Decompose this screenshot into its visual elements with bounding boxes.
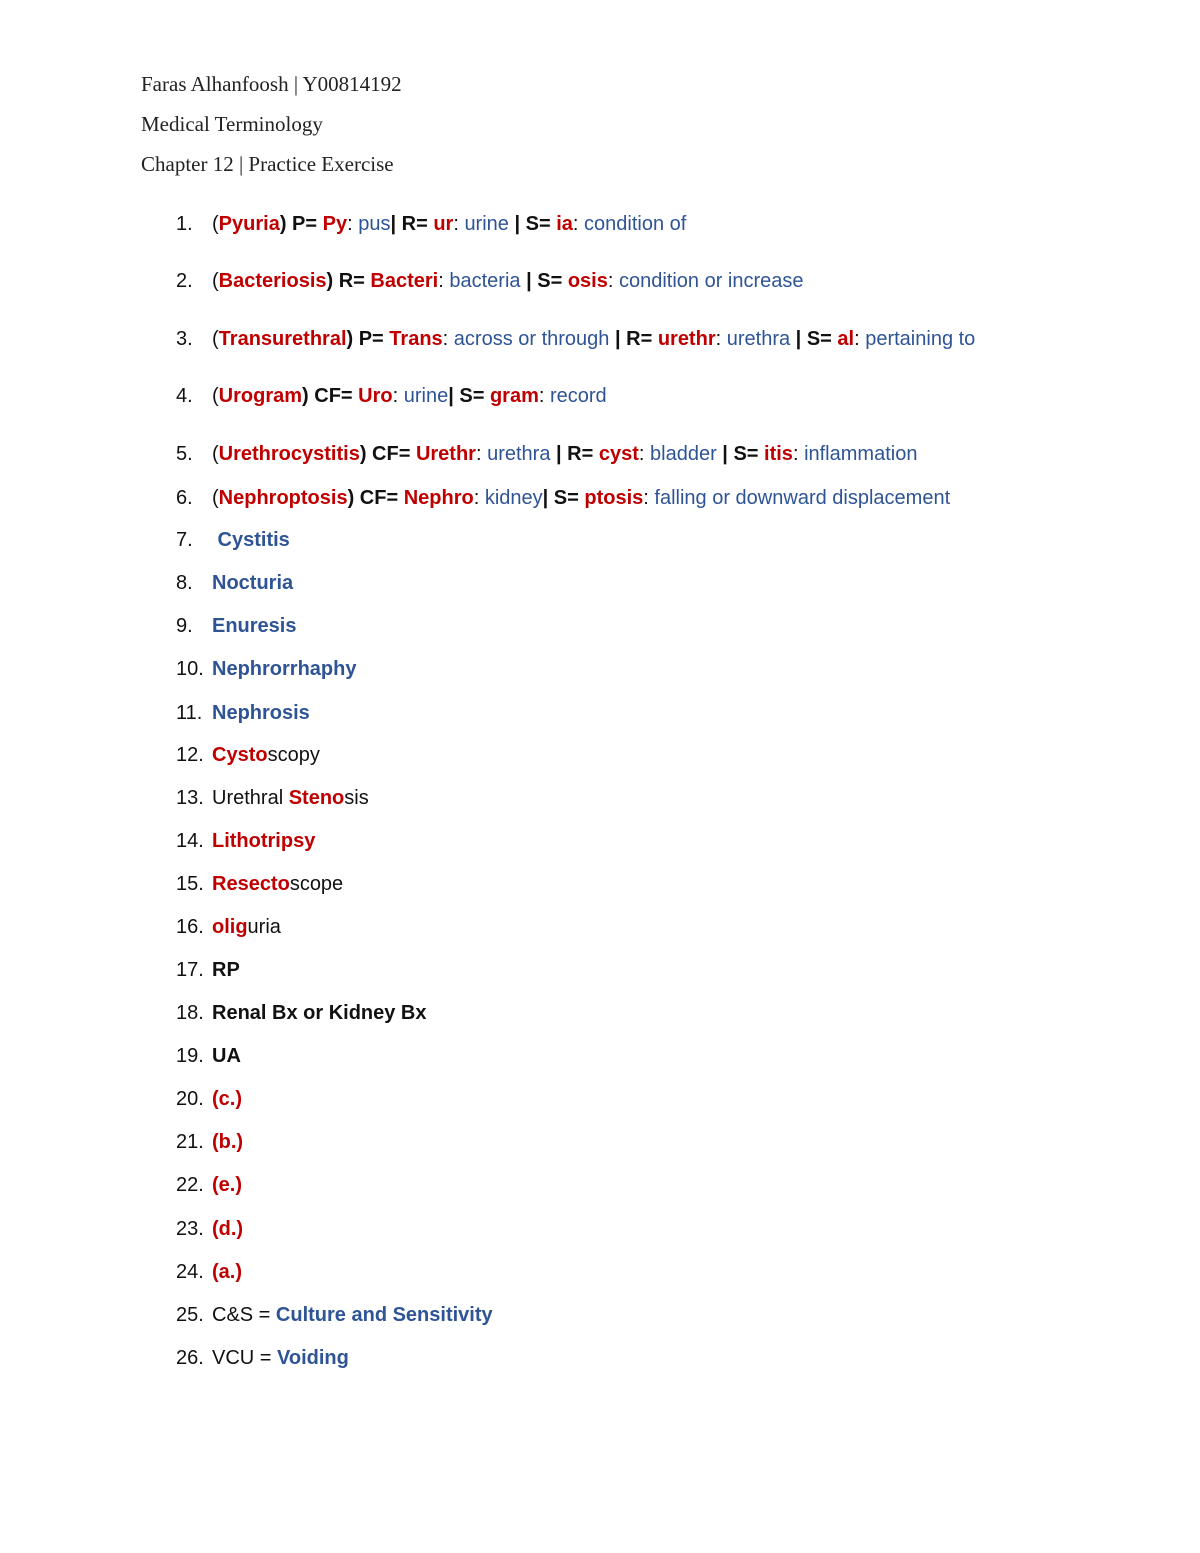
answer-text-segment: uria <box>247 916 281 938</box>
answer-text-segment: VCU = <box>212 1347 278 1369</box>
answer-item-11 <box>176 700 310 726</box>
answer-item-21 <box>176 1129 243 1155</box>
answer-text-segment: ) P= <box>279 213 323 235</box>
answer-text-segment: : <box>607 270 619 292</box>
answer-number: 8. <box>176 572 193 594</box>
answer-text-segment: Pyuria <box>218 213 280 235</box>
answer-text-segment: | R= <box>609 328 658 350</box>
answer-number: 9. <box>176 615 193 637</box>
answer-text-segment: (a.) <box>212 1261 242 1283</box>
answer-text-segment: : <box>347 213 359 235</box>
answer-text-segment: sis <box>344 787 369 809</box>
answer-number: 24. <box>176 1261 204 1283</box>
answer-text-segment: : <box>438 270 450 292</box>
answer-text-segment: : <box>538 385 550 407</box>
answer-text-segment: | R= <box>550 443 599 465</box>
answer-text-segment: bacteria <box>449 270 521 292</box>
answer-text-segment: | R= <box>390 213 434 235</box>
answer-text-segment: condition of <box>584 213 687 235</box>
answer-text-segment: Nephroptosis <box>218 487 348 509</box>
answer-number: 10. <box>176 658 204 680</box>
answer-text-segment: Nephrosis <box>212 702 310 724</box>
answer-text-segment: gram <box>489 385 539 407</box>
answer-text-segment: Steno <box>288 787 345 809</box>
answer-item-5 <box>176 441 917 467</box>
answer-text-segment: condition or increase <box>618 270 804 292</box>
answer-text-segment: Urethral <box>212 787 289 809</box>
answer-number: 22. <box>176 1174 204 1196</box>
answer-item-19 <box>176 1043 241 1069</box>
answer-text-segment: (e.) <box>212 1174 242 1196</box>
answer-text-segment: ) R= <box>326 270 371 292</box>
answer-number: 6. <box>176 487 193 509</box>
answer-text-segment: urine <box>403 385 449 407</box>
answer-item-9 <box>176 613 296 639</box>
answer-number: 17. <box>176 959 204 981</box>
answer-text-segment: falling or downward displacement <box>654 487 951 509</box>
answer-text-segment: olig <box>212 916 248 938</box>
answer-text-segment: | S= <box>790 328 838 350</box>
answer-text-segment: Bacteri <box>370 270 439 292</box>
answer-item-4 <box>176 383 607 409</box>
answer-text-segment: (b.) <box>212 1131 244 1153</box>
answer-item-25 <box>176 1302 493 1328</box>
answer-number: 20. <box>176 1088 204 1110</box>
answer-text-segment: : <box>475 443 488 465</box>
answer-text-segment: ) CF= <box>359 443 416 465</box>
answer-text-segment: pertaining to <box>865 328 976 350</box>
answer-number: 25. <box>176 1304 204 1326</box>
answer-text-segment: pus <box>358 213 391 235</box>
answer-number: 5. <box>176 443 193 465</box>
answer-text-segment: | S= <box>520 270 568 292</box>
answer-text-segment: ia <box>556 213 573 235</box>
answer-text-segment: ( <box>212 443 219 465</box>
answer-text-segment: UA <box>212 1045 241 1067</box>
answer-text-segment: | S= <box>448 385 490 407</box>
answer-number: 2. <box>176 270 193 292</box>
answer-text-segment: Uro <box>358 385 393 407</box>
answer-number: 26. <box>176 1347 204 1369</box>
answer-text-segment: : <box>442 328 454 350</box>
answer-text-segment: : <box>638 443 651 465</box>
answer-text-segment: Enuresis <box>212 615 297 637</box>
answer-number: 19. <box>176 1045 204 1067</box>
answer-item-12 <box>176 742 320 768</box>
answer-item-23 <box>176 1216 243 1242</box>
answer-number: 13. <box>176 787 204 809</box>
answer-text-segment: scope <box>289 873 344 895</box>
answer-text-segment: across or through <box>453 328 610 350</box>
answer-text-segment: : <box>792 443 805 465</box>
answer-text-segment: urethra <box>726 328 791 350</box>
answer-text-segment: ) CF= <box>302 385 359 407</box>
answer-text-segment: | S= <box>508 213 557 235</box>
answer-number: 11. <box>176 702 203 724</box>
answer-text-segment: ) CF= <box>347 487 404 509</box>
answer-text-segment: Nephrorrhaphy <box>212 658 357 680</box>
answer-number: 23. <box>176 1218 204 1240</box>
answer-number: 16. <box>176 916 204 938</box>
answer-text-segment: ( <box>212 385 219 407</box>
answer-number: 7. <box>176 529 193 551</box>
answer-number: 3. <box>176 328 193 350</box>
answer-text-segment: Lithotripsy <box>212 830 316 852</box>
answer-text-segment: bladder <box>650 443 717 465</box>
answer-item-2 <box>176 268 804 294</box>
answer-text-segment: Renal Bx or Kidney Bx <box>212 1002 427 1024</box>
answer-item-14 <box>176 828 315 854</box>
answer-text-segment: osis <box>567 270 608 292</box>
answer-text-segment: ( <box>212 487 219 509</box>
answer-text-segment: : <box>392 385 404 407</box>
answer-text-segment: ) P= <box>346 328 390 350</box>
answer-item-26 <box>176 1345 349 1371</box>
answer-item-18 <box>176 1000 427 1026</box>
answer-item-10 <box>176 656 356 682</box>
answer-text-segment: ( <box>212 270 219 292</box>
answer-item-3 <box>176 326 975 352</box>
answer-item-20 <box>176 1086 242 1112</box>
answer-text-segment: cyst <box>598 443 639 465</box>
answer-item-7 <box>176 527 290 553</box>
answer-number: 4. <box>176 385 193 407</box>
answer-text-segment: Nocturia <box>212 572 294 594</box>
answer-item-15 <box>176 871 343 897</box>
author-line: Faras Alhanfoosh | Y00814192 <box>141 72 402 96</box>
answer-text-segment: : <box>453 213 465 235</box>
answer-text-segment: | S= <box>542 487 585 509</box>
answer-item-6 <box>176 485 950 511</box>
answer-text-segment: Trans <box>389 328 443 350</box>
answer-text-segment: ( <box>212 328 219 350</box>
answer-text-segment: Transurethral <box>218 328 347 350</box>
answer-text-segment: ptosis <box>584 487 644 509</box>
answer-text-segment: : <box>572 213 585 235</box>
answer-item-13 <box>176 785 369 811</box>
answer-item-16 <box>176 914 281 940</box>
answer-text-segment: Cystitis <box>212 529 290 551</box>
answer-text-segment: Culture and Sensitivity <box>275 1304 493 1326</box>
answer-text-segment: kidney <box>484 487 543 509</box>
answer-text-segment: Voiding <box>277 1347 349 1369</box>
answer-text-segment: Py <box>322 213 348 235</box>
answer-text-segment: | S= <box>716 443 765 465</box>
answer-text-segment: : <box>715 328 727 350</box>
answer-number: 14. <box>176 830 204 852</box>
answer-text-segment: Resecto <box>212 873 290 895</box>
answer-text-segment: : <box>473 487 485 509</box>
answer-text-segment: al <box>837 328 855 350</box>
answer-text-segment: Urethr <box>415 443 476 465</box>
answer-item-24 <box>176 1259 242 1285</box>
answer-text-segment: itis <box>764 443 793 465</box>
answer-text-segment: urethra <box>487 443 551 465</box>
answer-number: 18. <box>176 1002 204 1024</box>
answer-text-segment: : <box>854 328 866 350</box>
chapter-line: Chapter 12 | Practice Exercise <box>141 152 394 176</box>
answer-text-segment: : <box>643 487 655 509</box>
answer-number: 12. <box>176 744 204 766</box>
answer-text-segment: (d.) <box>212 1218 244 1240</box>
answer-item-1 <box>176 211 686 237</box>
course-line: Medical Terminology <box>141 112 323 136</box>
answer-text-segment: scopy <box>267 744 320 766</box>
answer-text-segment: inflammation <box>804 443 918 465</box>
answer-text-segment: Bacteriosis <box>218 270 327 292</box>
answer-number: 1. <box>176 213 193 235</box>
answer-item-22 <box>176 1172 242 1198</box>
answer-text-segment: ur <box>433 213 454 235</box>
answer-text-segment: urine <box>464 213 509 235</box>
answer-text-segment: record <box>549 385 607 407</box>
answer-text-segment: Urethrocystitis <box>218 443 360 465</box>
answer-number: 15. <box>176 873 204 895</box>
answer-text-segment: RP <box>212 959 240 981</box>
answer-text-segment: Urogram <box>218 385 303 407</box>
answer-text-segment: Cysto <box>212 744 268 766</box>
answer-text-segment: ( <box>212 213 219 235</box>
answer-text-segment: urethr <box>657 328 716 350</box>
answer-text-segment: Nephro <box>403 487 474 509</box>
answer-item-8 <box>176 570 293 596</box>
answer-text-segment: C&S = <box>212 1304 276 1326</box>
answer-text-segment: (c.) <box>212 1088 242 1110</box>
answer-number: 21. <box>176 1131 204 1153</box>
answer-item-17 <box>176 957 240 983</box>
